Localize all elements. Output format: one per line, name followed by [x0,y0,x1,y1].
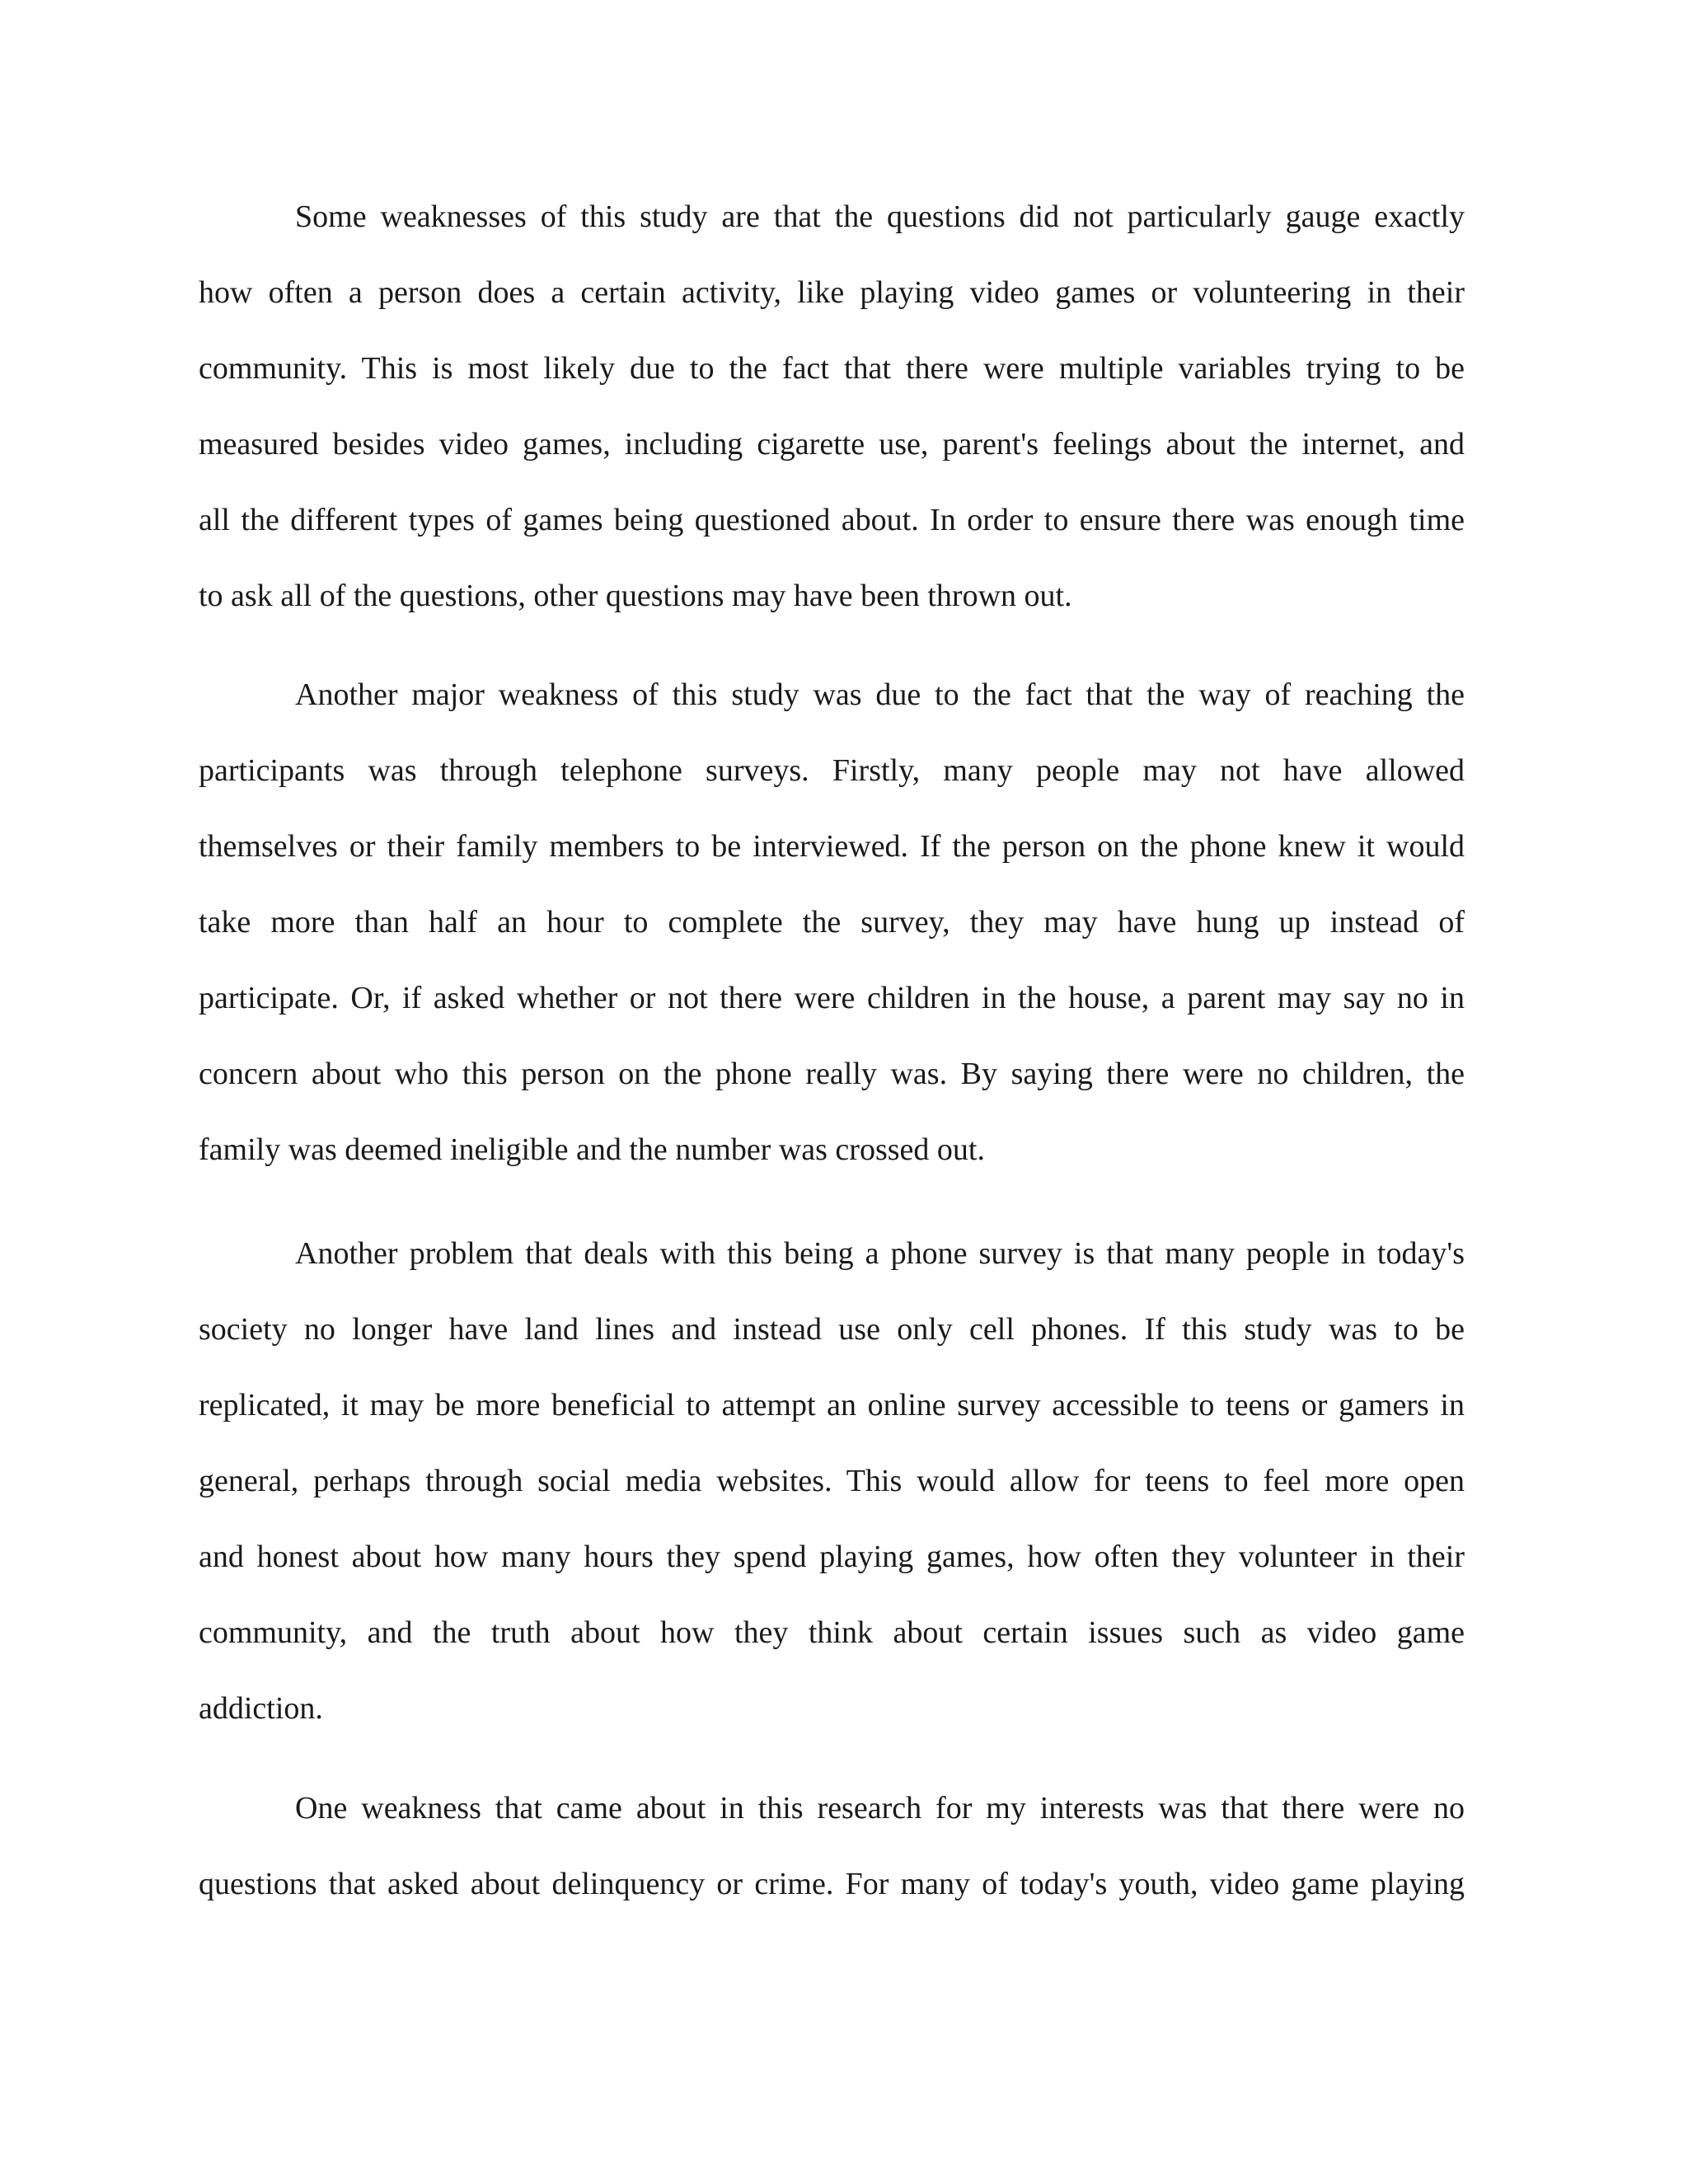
paragraph-4-line-2: questions that asked about delinquency or crime. For many of today's youth, video game playing [199,1867,1465,1901]
paragraph-3-line-6: community, and the truth about how they think about certain issues such as video game [199,1615,1465,1650]
paragraph-3-line-4: general, perhaps through social media websites. This would allow for teens to feel more open [199,1464,1465,1498]
paragraph-3-line-2: society no longer have land lines and instead use only cell phones. If this study was to be [199,1312,1465,1347]
paragraph-1-line-4: measured besides video games, including cigarette use, parent's feelings about the internet, and [199,427,1465,462]
paragraph-1-line-5: all the different types of games being questioned about. In order to ensure there was enough time [199,503,1465,537]
paragraph-3-line-1: Another problem that deals with this being a phone survey is that many people in today's [295,1236,1465,1271]
paragraph-3-line-3: replicated, it may be more beneficial to attempt an online survey accessible to teens or gamers in [199,1388,1465,1422]
paragraph-3-line-7: addiction. [199,1691,323,1726]
paragraph-3-line-5: and honest about how many hours they spend playing games, how often they volunteer in their [199,1540,1465,1574]
paragraph-1-line-3: community. This is most likely due to the fact that there were multiple variables trying to be [199,351,1465,386]
paragraph-2-line-3: themselves or their family members to be interviewed. If the person on the phone knew it would [199,829,1465,864]
paragraph-1-line-6: to ask all of the questions, other questions may have been thrown out. [199,579,1072,613]
paragraph-1-line-1: Some weaknesses of this study are that the questions did not particularly gauge exactly [295,199,1465,234]
paragraph-2-line-6: concern about who this person on the phone really was. By saying there were no children, the [199,1057,1465,1091]
paragraph-1-line-2: how often a person does a certain activity, like playing video games or volunteering in their [199,275,1465,310]
paragraph-4-line-1: One weakness that came about in this research for my interests was that there were no [295,1791,1465,1825]
paragraph-2-line-4: take more than half an hour to complete the survey, they may have hung up instead of [199,905,1465,940]
paragraph-2-line-2: participants was through telephone surveys. Firstly, many people may not have allowed [199,753,1465,788]
paragraph-2-line-7: family was deemed ineligible and the number was crossed out. [199,1132,985,1167]
paragraph-2-line-5: participate. Or, if asked whether or not there were children in the house, a parent may say no in [199,981,1465,1015]
paragraph-2-line-1: Another major weakness of this study was due to the fact that the way of reaching the [295,677,1465,712]
